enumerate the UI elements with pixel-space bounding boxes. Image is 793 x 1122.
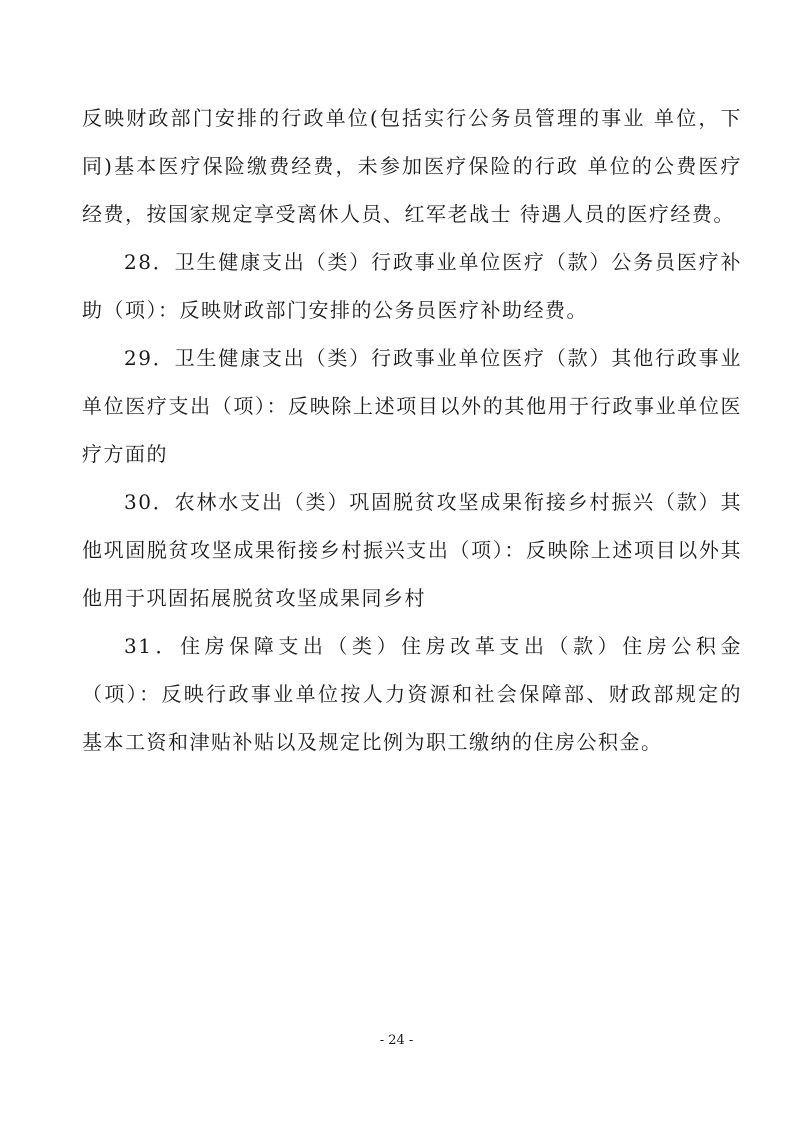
paragraph-item-28: 28．卫生健康支出（类）行政事业单位医疗（款）公务员医疗补助（项）：反映财政部门安排的公务员医疗补助经费。	[82, 250, 742, 322]
paragraph-medical-expenses-continued: 反映财政部门安排的行政单位(包括实行公务员管理的事业 单位，下同)基本医疗保险缴费经费，未参加医疗保险的行政 单位的公费医疗经费，按国家规定享受离休人员、红军老战士 待遇人员的医疗经费。	[82, 106, 742, 226]
paragraph-item-30: 30．农林水支出（类）巩固脱贫攻坚成果衔接乡村振兴（款）其他巩固脱贫攻坚成果衔接乡村振兴支出（项）：反映除上述项目以外其他用于巩固拓展脱贫攻坚成果同乡村	[82, 490, 742, 610]
page-number: - 24 -	[379, 1033, 414, 1048]
document-body	[82, 94, 742, 766]
paragraph-item-31: 31．住房保障支出（类）住房改革支出（款）住房公积金（项）：反映行政事业单位按人力资源和社会保障部、财政部规定的 基本工资和津贴补贴以及规定比例为职工缴纳的住房公积金。	[82, 634, 742, 754]
paragraph-item-29: 29．卫生健康支出（类）行政事业单位医疗（款）其他行政事业单位医疗支出（项）：反映除上述项目以外的其他用于行政事业单位医疗方面的	[82, 346, 742, 466]
